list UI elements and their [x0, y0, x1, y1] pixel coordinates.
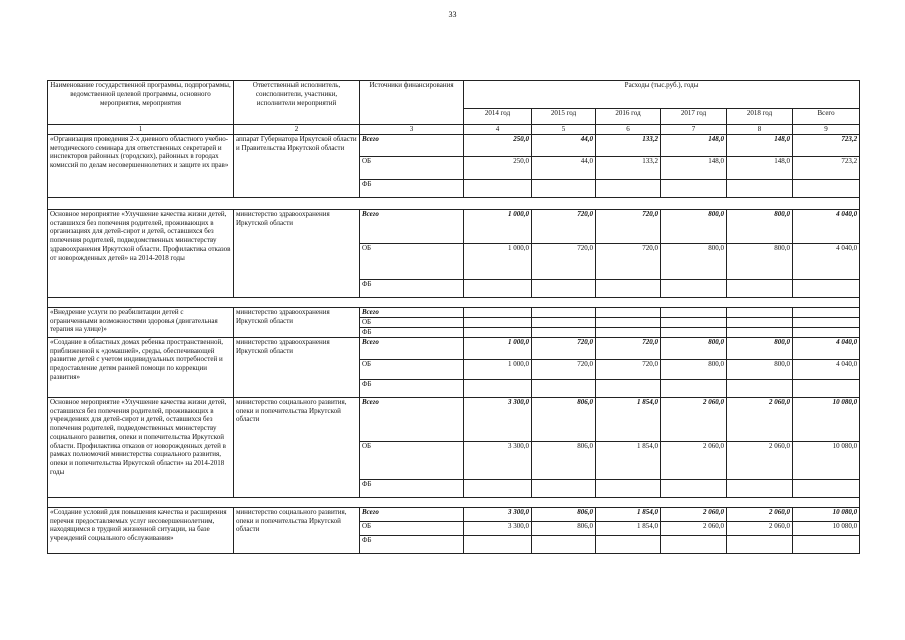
page-number: 33 [448, 10, 457, 19]
expense-value: 2 060,0 [661, 441, 727, 479]
expense-value: 1 000,0 [464, 359, 532, 379]
header-year: 2014 год [464, 109, 532, 125]
funding-source: Всего [360, 507, 464, 521]
executor-name: министерство здравоохранения Иркутской области [234, 209, 360, 297]
row-separator [48, 497, 860, 507]
expense-value: 3 300,0 [464, 507, 532, 521]
expense-value [532, 379, 596, 397]
row-separator [48, 197, 860, 209]
measure-name: «Создание условий для повышения качества и расширения перечня предоставляемых услуг несовершеннолетним, находящимся в трудной жизненной ситуации, на базе учреждений социального обслуживания» [48, 507, 234, 553]
header-name: Наименование государственной программы, подпрограммы, ведомственной целевой программы, основного мероприятия, мероприятия [48, 81, 234, 125]
column-number: 9 [793, 125, 860, 135]
table-row [48, 134, 860, 156]
expense-value: 4 040,0 [793, 209, 860, 243]
funding-source: ОБ [360, 156, 464, 179]
funding-source: Всего [360, 397, 464, 441]
expense-value: 800,0 [727, 209, 793, 243]
expense-value [793, 317, 860, 327]
expense-value [596, 307, 661, 317]
funding-source: ФБ [360, 379, 464, 397]
expense-value [596, 317, 661, 327]
executor-name: министерство социального развития, опеки и попечительства Иркутской области [234, 397, 360, 497]
expense-value [793, 327, 860, 337]
expense-value [464, 279, 532, 297]
funding-source: ФБ [360, 327, 464, 337]
expense-value [793, 379, 860, 397]
measure-name: «Внедрение услуги по реабилитации детей с ограниченными возможностями здоровья (двигательная терапия на улице)» [48, 307, 234, 337]
expense-value: 723,2 [793, 156, 860, 179]
expense-value: 2 060,0 [727, 441, 793, 479]
expense-value: 1 000,0 [464, 337, 532, 359]
column-number: 7 [661, 125, 727, 135]
expense-value: 3 300,0 [464, 397, 532, 441]
expense-value [464, 479, 532, 497]
table-row [48, 507, 860, 521]
expense-value [727, 327, 793, 337]
funding-source: Всего [360, 307, 464, 317]
expense-value: 800,0 [661, 337, 727, 359]
column-number: 6 [596, 125, 661, 135]
expense-value: 1 854,0 [596, 521, 661, 535]
executor-name: министерство здравоохранения Иркутской области [234, 307, 360, 337]
expense-value: 720,0 [532, 243, 596, 279]
expense-value [464, 327, 532, 337]
expense-value [793, 179, 860, 197]
column-number: 8 [727, 125, 793, 135]
expense-value [793, 307, 860, 317]
expense-value [727, 479, 793, 497]
expense-value: 1 000,0 [464, 243, 532, 279]
expense-value: 10 080,0 [793, 507, 860, 521]
expense-value [727, 307, 793, 317]
measure-name: Основное мероприятие «Улучшение качества жизни детей, оставшихся без попечения родителей, проживающих в учреждениях для детей-сирот и детей, оставшихся без попечения родителей, подведомственных министерству социального развития, опеки и попечительства Иркутской области. Профилактика отказов от новорожденных детей в рамках полномочий министерства социального развития, опеки и попечительства Иркутской области» на 2014-2018 годы [48, 397, 234, 497]
header-year: 2017 год [661, 109, 727, 125]
expense-value [532, 179, 596, 197]
expense-value: 148,0 [727, 156, 793, 179]
expense-value: 1 854,0 [596, 397, 661, 441]
expense-value [727, 535, 793, 553]
expense-value [661, 317, 727, 327]
expense-value [532, 307, 596, 317]
expense-value: 806,0 [532, 397, 596, 441]
expense-value: 250,0 [464, 134, 532, 156]
funding-source: Всего [360, 337, 464, 359]
expense-value: 720,0 [532, 337, 596, 359]
measure-name: Основное мероприятие «Улучшение качества жизни детей, оставшихся без попечения родителей, проживающих в организациях для детей-сирот и детей, оставшихся без попечения родителей, подведомственных министерству здравоохранения Иркутской области. Профилактика отказов от новорожденных детей» на 2014-2018 годы [48, 209, 234, 297]
expense-value: 133,2 [596, 156, 661, 179]
executor-name: министерство социального развития, опеки и попечительства Иркутской области [234, 507, 360, 553]
funding-source: Всего [360, 209, 464, 243]
expense-value: 250,0 [464, 156, 532, 179]
header-year: Всего [793, 109, 860, 125]
header-year: 2015 год [532, 109, 596, 125]
expense-value [596, 279, 661, 297]
expense-value [596, 379, 661, 397]
expense-value [596, 179, 661, 197]
column-number: 4 [464, 125, 532, 135]
expense-value [793, 279, 860, 297]
table-row [48, 307, 860, 317]
expense-value [596, 327, 661, 337]
expense-value: 720,0 [596, 359, 661, 379]
expense-value [596, 479, 661, 497]
expense-value [464, 317, 532, 327]
expense-value: 10 080,0 [793, 397, 860, 441]
expense-value [793, 535, 860, 553]
expense-value [661, 535, 727, 553]
expense-value [793, 479, 860, 497]
funding-source: ФБ [360, 179, 464, 197]
expense-value [661, 307, 727, 317]
expense-value: 148,0 [727, 134, 793, 156]
expense-value: 4 040,0 [793, 337, 860, 359]
expense-value: 1 854,0 [596, 507, 661, 521]
measure-name: «Организация проведения 2-х дневного областного учебно-методического семинара для ответственных секретарей и инспекторов районных (городских), районных в городах комиссий по делам несовершеннолетних и защите их прав» [48, 134, 234, 197]
budget-table [47, 80, 860, 554]
expense-value: 44,0 [532, 134, 596, 156]
expense-value: 148,0 [661, 156, 727, 179]
expense-value [661, 279, 727, 297]
expense-value: 2 060,0 [661, 397, 727, 441]
measure-name: «Создание в областных домах ребенка пространственной, приближенной к «домашней», среды, обеспечивающей развитие детей с учетом индивидуальных потребностей и предоставление детям ранней помощи по коррекции развития» [48, 337, 234, 397]
expense-value [464, 307, 532, 317]
funding-source: ФБ [360, 535, 464, 553]
funding-source: ОБ [360, 317, 464, 327]
expense-value: 3 300,0 [464, 521, 532, 535]
executor-name: аппарат Губернатора Иркутской области и Правительства Иркутской области [234, 134, 360, 197]
expense-value [727, 179, 793, 197]
expense-value [532, 327, 596, 337]
expense-value: 148,0 [661, 134, 727, 156]
expense-value [727, 317, 793, 327]
expense-value: 2 060,0 [727, 397, 793, 441]
expense-value [727, 279, 793, 297]
column-number: 3 [360, 125, 464, 135]
expense-value: 800,0 [661, 209, 727, 243]
funding-source: ОБ [360, 441, 464, 479]
expense-value [661, 327, 727, 337]
header-expenses: Расходы (тыс.руб.), годы [464, 81, 860, 109]
expense-value [464, 535, 532, 553]
table-row [48, 337, 860, 359]
expense-value: 800,0 [661, 243, 727, 279]
expense-value: 806,0 [532, 521, 596, 535]
funding-source: Всего [360, 134, 464, 156]
expense-value: 806,0 [532, 441, 596, 479]
table-row [48, 397, 860, 441]
header-executor: Ответственный исполнитель, соисполнители, участники, исполнители мероприятий [234, 81, 360, 125]
expense-value [464, 179, 532, 197]
expense-value: 800,0 [727, 359, 793, 379]
expense-value: 720,0 [532, 359, 596, 379]
column-number: 1 [48, 125, 234, 135]
expense-value: 2 060,0 [727, 507, 793, 521]
expense-value: 2 060,0 [661, 521, 727, 535]
executor-name: министерство здравоохранения Иркутской области [234, 337, 360, 397]
funding-source: ФБ [360, 279, 464, 297]
expense-value: 800,0 [661, 359, 727, 379]
expense-value: 2 060,0 [727, 521, 793, 535]
column-number: 2 [234, 125, 360, 135]
expense-value: 720,0 [596, 243, 661, 279]
expense-value: 720,0 [596, 209, 661, 243]
header-year: 2018 год [727, 109, 793, 125]
expense-value: 806,0 [532, 507, 596, 521]
funding-source: ОБ [360, 359, 464, 379]
column-number: 5 [532, 125, 596, 135]
expense-value: 1 000,0 [464, 209, 532, 243]
expense-value [532, 317, 596, 327]
expense-value: 133,2 [596, 134, 661, 156]
expense-value [532, 279, 596, 297]
expense-value [532, 535, 596, 553]
header-sources: Источники финансирования [360, 81, 464, 125]
funding-source: ОБ [360, 521, 464, 535]
expense-value: 2 060,0 [661, 507, 727, 521]
expense-value [532, 479, 596, 497]
header-year: 2016 год [596, 109, 661, 125]
expense-value [464, 379, 532, 397]
expense-value: 720,0 [532, 209, 596, 243]
expense-value: 44,0 [532, 156, 596, 179]
row-separator [48, 297, 860, 307]
expense-value: 4 040,0 [793, 359, 860, 379]
expense-value: 720,0 [596, 337, 661, 359]
expense-value [661, 379, 727, 397]
expense-value [596, 535, 661, 553]
table-row [48, 209, 860, 243]
funding-source: ФБ [360, 479, 464, 497]
expense-value: 800,0 [727, 337, 793, 359]
expense-value: 1 854,0 [596, 441, 661, 479]
expense-value: 800,0 [727, 243, 793, 279]
expense-value [661, 479, 727, 497]
expense-value [661, 179, 727, 197]
expense-value [727, 379, 793, 397]
expense-value: 3 300,0 [464, 441, 532, 479]
expense-value: 723,2 [793, 134, 860, 156]
expense-value: 10 080,0 [793, 441, 860, 479]
expense-value: 10 080,0 [793, 521, 860, 535]
funding-source: ОБ [360, 243, 464, 279]
expense-value: 4 040,0 [793, 243, 860, 279]
